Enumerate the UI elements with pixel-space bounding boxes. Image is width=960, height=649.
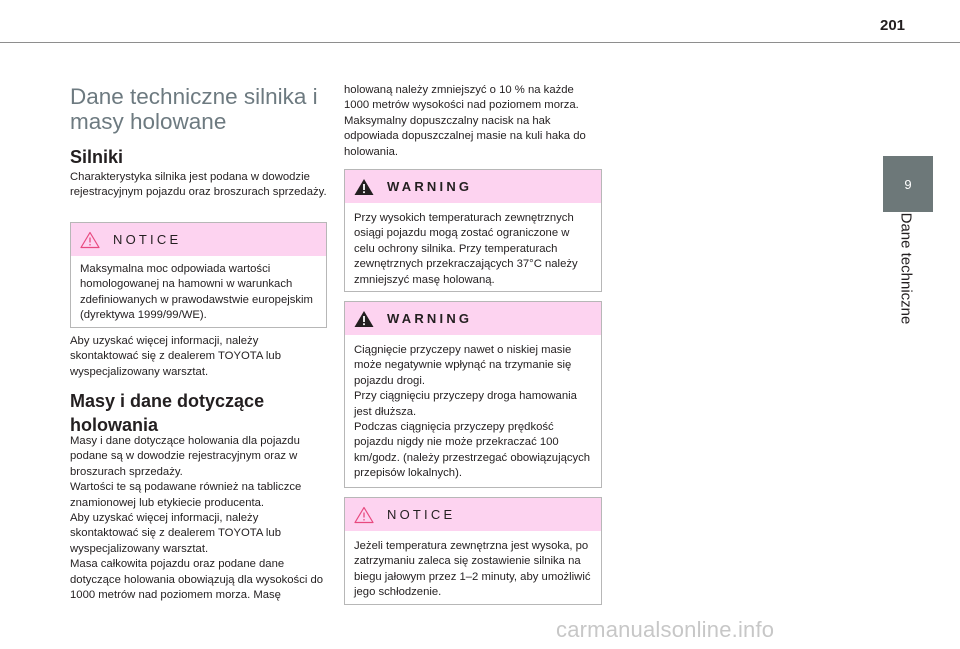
warning-title: WARNING bbox=[387, 179, 473, 194]
warning-title: WARNING bbox=[387, 311, 473, 326]
notice-text: Maksymalna moc odpowiada wartości homologowanej na hamowni w warunkach zdefiniowanych w prawodawstwie europejskim (dyrektywa 1999/99/WE). bbox=[80, 263, 313, 322]
chapter-label: Dane techniczne bbox=[897, 212, 915, 325]
notice-title: NOTICE bbox=[113, 232, 182, 247]
warning-header bbox=[345, 302, 601, 335]
section-heading-masses: Masy i dane dotyczące holowania bbox=[70, 391, 265, 435]
page-title: Dane techniczne silnika i masy holowane bbox=[70, 84, 318, 134]
continued-text: holowaną należy zmniejszyć o 10 % na każde 1000 metrów wysokości nad poziomem morza. Maksymalny dopuszczalny nacisk na hak odpowiada dopuszczalnej masie na kuli haka do holowania. bbox=[344, 84, 586, 158]
notice-box-cooling bbox=[344, 497, 602, 605]
notice-header bbox=[71, 223, 326, 256]
masses-text: Masy i dane dotyczące holowania dla pojazdu podane są w dowodzie rejestracyjnym oraz w broszurach sprzedaży. Wartości te są podawane również na tabliczce znamionowej lub etykiecie producenta. Aby uzyskać więcej informacji, należy skontaktować się z dealerem TOYOTA lub wyspecjalizowany warsztat. Masa całkowita pojazdu oraz podane dane dotyczące holowania obowiązują dla wysokości do 1000 metrów nad poziomem morza. Masę bbox=[70, 435, 324, 602]
watermark: carmanualsonline.info bbox=[556, 617, 775, 642]
contact-dealer-text: Aby uzyskać więcej informacji, należy skontaktować się z dealerem TOYOTA lub wyspecjalizowany warsztat. bbox=[70, 335, 281, 378]
caution-outline-icon bbox=[80, 231, 100, 249]
page-number: 201 bbox=[880, 17, 906, 34]
warning-header bbox=[345, 170, 601, 203]
warning-box-trailer bbox=[344, 301, 602, 488]
caution-outline-icon bbox=[354, 506, 374, 524]
engines-text: Charakterystyka silnika jest podana w dowodzie rejestracyjnym pojazdu oraz broszurach sprzedaży. bbox=[70, 171, 327, 199]
section-heading-engines: Silniki bbox=[70, 147, 124, 167]
notice-header bbox=[345, 498, 601, 531]
warning-box-temperature bbox=[344, 169, 602, 292]
notice-text: Jeżeli temperatura zewnętrzna jest wysoka, po zatrzymaniu zaleca się zostawienie silnika na biegu jałowym przez 1–2 minuty, aby umożliwić jego schłodzenie. bbox=[354, 540, 591, 599]
warning-icon bbox=[354, 178, 374, 196]
warning-text: Przy wysokich temperaturach zewnętrznych osiągi pojazdu mogą zostać ograniczone w celu ochrony silnika. Przy temperaturach zewnętrznych przekraczających 37°C należy zmniejszyć masę holowaną. bbox=[354, 212, 578, 286]
header-divider bbox=[0, 42, 960, 43]
notice-title: NOTICE bbox=[387, 507, 456, 522]
chapter-number: 9 bbox=[904, 176, 912, 192]
warning-text: Ciągnięcie przyczepy nawet o niskiej masie może negatywnie wpłynąć na trzymanie się pojazdu drogi. Przy ciągnięciu przyczepy droga hamowania jest dłuższa. Podczas ciągnięcia przyczepy prędkość pojazdu nigdy nie może przekraczać 100 km/godz. (należy przestrzegać obowiązujących przepisów lokalnych). bbox=[354, 344, 591, 480]
notice-box-engine-power bbox=[70, 222, 327, 328]
warning-icon bbox=[354, 310, 374, 328]
